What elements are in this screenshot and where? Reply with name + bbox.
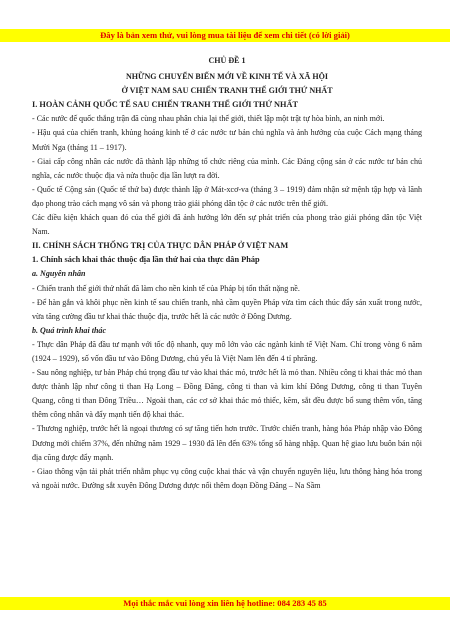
- document-content: [32, 48, 422, 493]
- section-2-heading: II. CHÍNH SÁCH THỐNG TRỊ CỦA THỰC DÂN PHÁP Ở VIỆT NAM: [32, 241, 289, 251]
- paragraph: - Giai cấp công nhân các nước đã thành lập những tổ chức riêng của mình. Các Đảng cộng sản ở các nước tư bản chủ nghĩa, các nước thuộc địa và nửa thuộc địa lần lượt ra đời.: [32, 156, 422, 180]
- paragraph: - Quốc tế Cộng sản (Quốc tế thứ ba) được thành lập ở Mát-xcơ-va (tháng 3 – 1919) đảm nhận sứ mệnh tập hợp và lãnh đạo phong trào cách mạng vô sản và phong trào giải phóng dân tộc ở các nước trên thế giới.: [32, 184, 422, 208]
- hotline-banner: Mọi thắc mắc vui lòng xin liên hệ hotline: 084 283 45 85: [0, 597, 450, 610]
- subsection-1-heading: 1. Chính sách khai thác thuộc địa lần thứ hai của thực dân Pháp: [32, 255, 260, 265]
- section-1-heading: I. HOÀN CẢNH QUỐC TẾ SAU CHIẾN TRANH THẾ GIỚI THỨ NHẤT: [32, 100, 299, 110]
- paragraph: - Thực dân Pháp đã đầu tư mạnh với tốc độ nhanh, quy mô lớn vào các ngành kinh tế Việt Nam. Chỉ trong vòng 6 năm (1924 – 1929), số vốn đầu tư vào Đông Dương, chủ yếu là Việt Nam lên đến 4 tỉ phrăng.: [32, 339, 422, 363]
- paragraph: - Giao thông vận tải phát triển nhằm phục vụ công cuộc khai thác và vận chuyển nguyên liệu, lưu thông hàng hóa trong và ngoài nước. Đường sắt xuyên Đông Dương được nối thêm đoạn Đồng Đăng – Na Sầm: [32, 466, 422, 490]
- title-line-1: NHỮNG CHUYỂN BIẾN MỚI VỀ KINH TẾ VÀ XÃ HỘI: [125, 72, 329, 82]
- paragraph: Các điều kiện khách quan đó của thế giới đã ảnh hưởng lớn đến sự phát triển của phong trào giải phóng dân tộc Việt Nam.: [32, 213, 422, 237]
- paragraph: - Sau nông nghiệp, tư bản Pháp chú trọng đầu tư vào khai thác mỏ, trước hết là mỏ than. Nhiều công ti khai thác mỏ than được thành lập như công ti than Hạ Long – Đồng Đăng, công ti than và kim khí Đông Dương, công ti than Tuyên Quang, công ti than Đông Triều… Ngoài than, các cơ sở khai thác mỏ thiếc, kẽm, sắt đều được bổ sung thêm vốn, tăng thêm công nhân và đẩy mạnh tiến độ khai thác.: [32, 368, 422, 420]
- title-line-2: Ở VIỆT NAM SAU CHIẾN TRANH THẾ GIỚI THỨ NHẤT: [121, 86, 333, 96]
- paragraph: - Chiến tranh thế giới thứ nhất đã làm cho nền kinh tế của Pháp bị tổn thất nặng nề.: [32, 283, 300, 293]
- subsection-a-heading: a. Nguyên nhân: [32, 269, 86, 279]
- paragraph: - Thương nghiệp, trước hết là ngoại thương có sự tăng tiến hơn trước. Trước chiến tranh, hàng hóa Pháp nhập vào Đông Dương mới chiếm 37%, đến những năm 1929 – 1930 đã lên đến 63% tổng số hàng nhập. Quan hệ giao lưu buôn bán nội địa cũng được đẩy mạnh.: [32, 424, 422, 462]
- subsection-b-heading: b. Quá trình khai thác: [32, 325, 107, 335]
- paragraph: - Các nước đế quốc thắng trận đã cùng nhau phân chia lại thế giới, thiết lập một trật tự hòa bình, an ninh mới.: [32, 114, 385, 124]
- chapter-label: CHỦ ĐỀ 1: [208, 56, 246, 65]
- paragraph: - Để hàn gắn và khôi phục nền kinh tế sau chiến tranh, nhà cầm quyền Pháp vừa tìm cách thúc đẩy sản xuất trong nước, vừa tăng cường đầu tư khai thác thuộc địa, trước hết là các nước ở Đông Dương.: [32, 297, 422, 321]
- preview-notice-banner: Đây là bản xem thử, vui lòng mua tài liệu để xem chi tiết (có lời giải): [0, 29, 450, 42]
- paragraph: - Hậu quả của chiến tranh, khủng hoảng kinh tế ở các nước tư bản chủ nghĩa và ảnh hưởng của cuộc Cách mạng tháng Mười Nga (tháng 11 – 1917).: [32, 128, 422, 152]
